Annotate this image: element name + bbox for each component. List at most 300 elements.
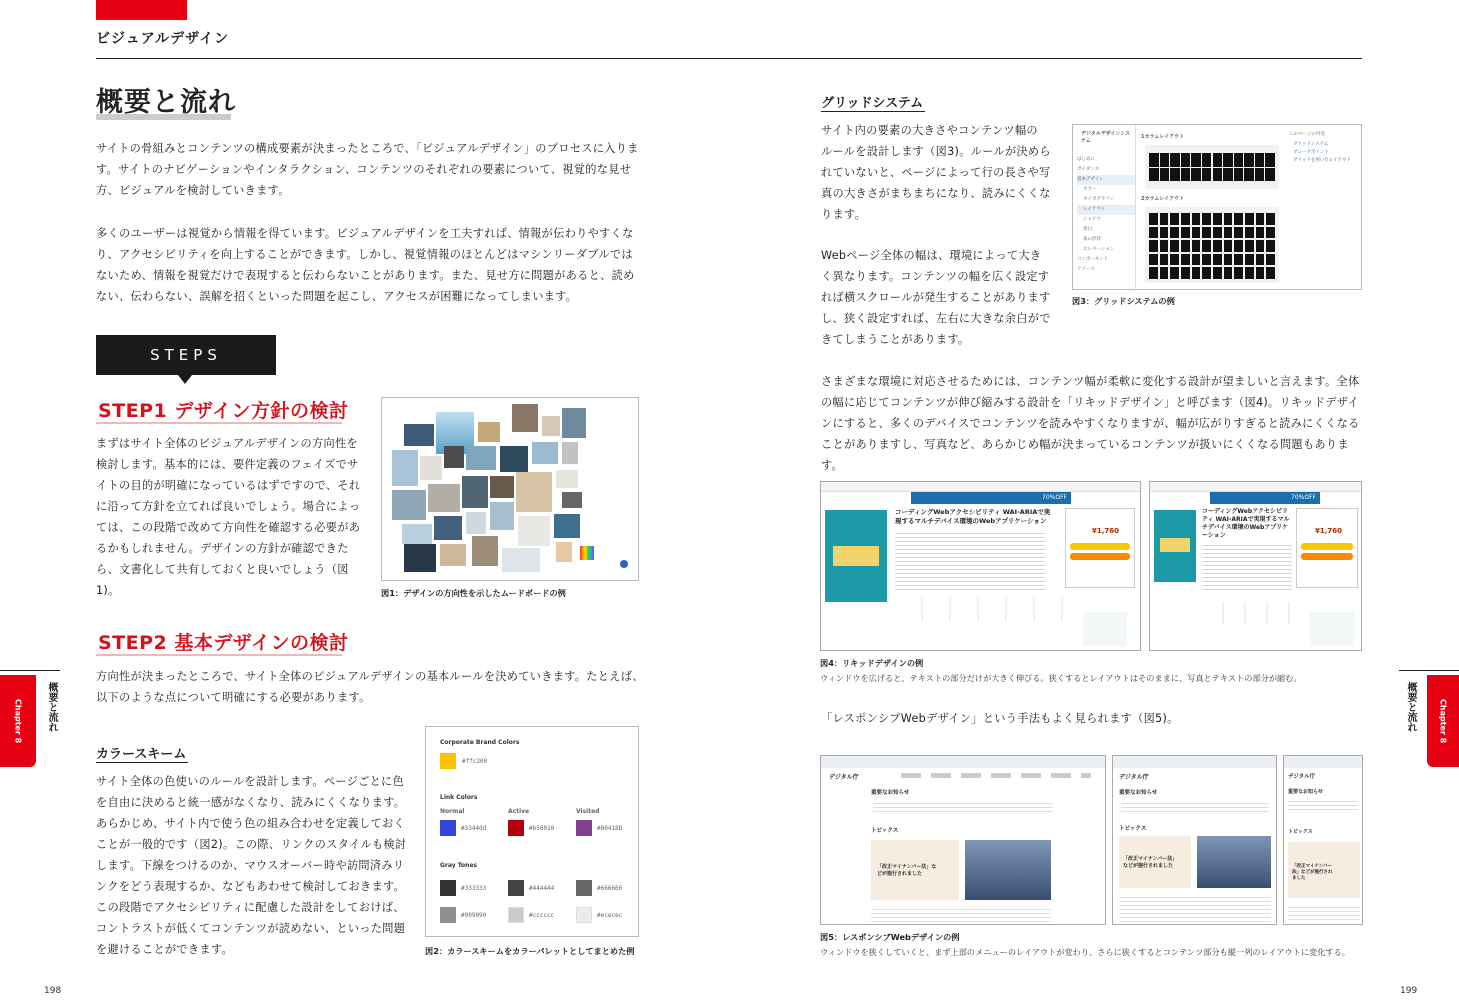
figure-site-title: デジタルデザインシステム	[1081, 131, 1131, 144]
book-cover-band	[1160, 538, 1190, 552]
text-line: 多くのユーザーは視覚から情報を得ています。ビジュアルデザインを工夫すれば、情報が伝わりやすくな	[96, 227, 634, 240]
grid-block	[1234, 213, 1243, 225]
nav-item: カラー	[1083, 187, 1097, 192]
page-number-left: 198	[44, 986, 62, 996]
nav-item: エレベーション	[1083, 247, 1115, 252]
grid-block	[1202, 254, 1211, 266]
figure5-caption: 図5：レスポンシブWebデザインの例	[820, 932, 960, 942]
gray-swatch	[508, 880, 524, 896]
product-title: コーディングWebアクセシビリティ WAI-ARIAで実現するマルチデバイス環境のWebアプリケーション	[1202, 508, 1290, 539]
steps-label: STEPS	[96, 335, 276, 375]
moodboard-photo	[556, 542, 572, 562]
one-column-label: 1カラムレイアウト	[1141, 134, 1185, 140]
responsive-paragraph: 「レスポンシブWebデザイン」という手法もよく見られます（図5)。	[821, 712, 1179, 725]
toc-heading: このページの内容	[1289, 132, 1325, 137]
grid-block	[1245, 240, 1254, 252]
moodboard-photo	[466, 512, 486, 534]
gray-code: #444444	[529, 885, 555, 892]
site-name: デジタル庁	[829, 774, 859, 781]
step1-title: STEP1 デザイン方針の検討	[98, 400, 349, 422]
moodboard-photo	[532, 442, 558, 464]
moodboard-photo	[392, 450, 418, 486]
grid-block	[1234, 254, 1243, 266]
text-line: 真の大きさがまちまちになり、読みにくくな	[821, 187, 1051, 200]
grid-block	[1170, 227, 1179, 239]
book-cover	[825, 510, 887, 602]
product-price: ¥1,760	[1092, 527, 1120, 535]
grid-block	[1265, 168, 1275, 182]
moodboard-photo	[542, 416, 560, 436]
text-line: ことがありますし、写真など、あらかじめ幅が決まっているコンテンツが扱いにくくなる問題もあります。	[821, 438, 1349, 472]
grid-block	[1160, 240, 1169, 252]
toc-item[interactable]: グリッドを用いたレイアウト	[1293, 158, 1351, 163]
text-line: ない、伝わらない、誤解を招くといった問題を起こし、アクセスが困難になってしまいます。	[96, 290, 578, 303]
grid-block	[1160, 267, 1169, 279]
text-line: 方、ビジュアルを検討していきます。	[96, 184, 290, 197]
grid-block	[1255, 153, 1265, 167]
text-line: イトの目的が明確になっているはずですので、それ	[96, 479, 361, 492]
topic-card-illustration	[1119, 836, 1191, 888]
moodboard-photo	[516, 472, 552, 512]
grid-block	[1149, 153, 1159, 167]
text-line: ンクをどう表現するか、などもあわせて検討しておきます。	[96, 880, 406, 893]
browser-toolbar	[821, 756, 1105, 768]
topic-card-text: 「改正マイナンバー法」などが施行されました	[1123, 856, 1178, 869]
grid-block	[1223, 153, 1233, 167]
grid-block	[1202, 240, 1211, 252]
nav-item: 余白	[1083, 227, 1092, 232]
two-column-grid	[1149, 213, 1275, 279]
moodboard-photo	[554, 514, 580, 538]
text-line: さまざまな環境に対応させるためには、コンテンツ幅が柔軟に変化する設計が望ましいと言えます。全体	[821, 375, 1360, 388]
product-title: コーディングWebアクセシビリティ WAI-ARIAで実現するマルチデバイス環境のWebアプリケーション	[895, 508, 1051, 525]
steps-label-pointer	[178, 375, 192, 384]
gray-swatch	[440, 880, 456, 896]
topic-card-illustration	[871, 840, 959, 900]
color-scheme-paragraph	[96, 771, 416, 960]
topic-card-illustration	[1288, 842, 1360, 898]
buy-now-button[interactable]	[1070, 553, 1130, 560]
liquid-wide-screenshot	[820, 481, 1141, 651]
grid-block	[1234, 227, 1243, 239]
grid-block	[1181, 227, 1190, 239]
color-scheme-title: カラースキーム	[96, 747, 187, 762]
text-line: 方向性が決まったところで、サイト全体のビジュアルデザインの基本ルールを決めていきます。たとえば、	[96, 670, 644, 683]
grid-block	[1149, 227, 1158, 239]
grid-block	[1256, 254, 1265, 266]
grid-block	[1170, 168, 1180, 182]
text-line: ては、この段階で改めて方向性を確認する必要があ	[96, 521, 361, 534]
chapter-side-tab: Chapter 8	[0, 675, 36, 767]
moodboard-photo	[392, 490, 426, 520]
link-active-code: #b50010	[529, 825, 555, 832]
ad-thumbnail	[1310, 612, 1354, 646]
figure4-caption: 図4：リキッドデザインの例	[820, 658, 924, 668]
link-active-label: Active	[508, 808, 530, 815]
grid-block	[1181, 267, 1190, 279]
grid-block	[1191, 168, 1201, 182]
grid-block	[1244, 168, 1254, 182]
topic-card-photo	[1197, 836, 1271, 888]
notice-list	[873, 800, 1053, 812]
link-colors-heading: Link Colors	[440, 794, 478, 801]
browser-toolbar	[821, 482, 1140, 492]
browser-toolbar	[1284, 756, 1362, 768]
topic-card-captions	[1119, 894, 1271, 922]
ad-thumbnail	[1083, 612, 1127, 646]
buy-box	[1065, 508, 1135, 588]
step1-underline	[96, 422, 342, 424]
brand-color-code: #ffc200	[462, 758, 488, 765]
grid-block	[1213, 254, 1222, 266]
figure4-subcaption: ウィンドウを広げると、テキストの部分だけが大きく伸びる。狭くするとレイアウトはそのままに、写真とテキストの部分が縮む。	[820, 673, 1302, 683]
responsive-wide-screenshot	[820, 755, 1106, 925]
moodboard-photo	[434, 516, 462, 540]
chapter-side-tab: Chapter 8	[1427, 675, 1459, 767]
grid-block	[1224, 213, 1233, 225]
notice-list	[1121, 800, 1269, 812]
grid-block	[1256, 240, 1265, 252]
text-line: サイト内の要素の大きさやコンテンツ幅の	[821, 124, 1038, 137]
nav-item: 基本デザイン	[1077, 175, 1135, 185]
responsive-narrow-screenshot	[1283, 755, 1363, 925]
one-column-grid	[1149, 153, 1275, 181]
grid-block	[1192, 267, 1201, 279]
figure1-caption: 図1：デザインの方向性を示したムードボードの例	[381, 588, 566, 598]
grid-block	[1224, 240, 1233, 252]
moodboard-photo	[500, 446, 528, 472]
gray-code: #909090	[461, 912, 487, 919]
grid-block	[1213, 227, 1222, 239]
grid-block	[1234, 168, 1244, 182]
text-line: します。下線をつけるのか、マウスオーバー時や訪問済みリ	[96, 859, 405, 872]
grid-block	[1191, 153, 1201, 167]
grid-block	[1202, 153, 1212, 167]
moodboard-photo	[466, 446, 496, 470]
grid-system-underline	[821, 111, 925, 112]
text-line: ルールを設計します（図3)。ルールが決めら	[821, 145, 1051, 158]
text-line: サイトの骨組みとコンテンツの構成要素が決まったところで、「ビジュアルデザイン」のプロセスに入りま	[96, 142, 639, 155]
toc-item[interactable]: ブレークポイント	[1293, 150, 1329, 155]
book-cover-band	[833, 546, 879, 566]
figure5-subcaption: ウィンドウを狭くしていくと、まず上部のメニューのレイアウトが変わり、さらに狭くするとコンテンツ部分も縦一列のレイアウトに変化する。	[820, 947, 1350, 957]
gray-code: #666666	[597, 885, 623, 892]
moodboard-photo	[402, 524, 432, 544]
grid-block	[1170, 240, 1179, 252]
sale-banner: 70%OFF	[911, 492, 1071, 504]
topics-heading: トピックス	[1119, 826, 1147, 832]
topic-card-captions	[1288, 904, 1360, 922]
moodboard-photo	[512, 404, 538, 432]
global-menu	[901, 773, 1091, 778]
text-line: るかもしれません。デザインの方針が確認できた	[96, 542, 349, 555]
side-section-label: 概要と流れ	[1405, 682, 1416, 732]
nav-item: タイポグラフィ	[1083, 197, 1115, 202]
text-line: ら、文書化して共有しておくと良いでしょう（図1)。	[96, 563, 349, 597]
product-description	[895, 530, 1045, 590]
side-rule	[1399, 670, 1459, 671]
grid-system-paragraph-2	[821, 245, 1061, 350]
figure3-caption: 図3：グリッドシステムの例	[1072, 296, 1175, 306]
product-price: ¥1,760	[1315, 527, 1343, 535]
moodboard-photo	[490, 476, 514, 498]
text-line: ンにすると、多くのデバイスでコンテンツを読みやすくなりますが、幅が広がりすぎると読みにくくなる	[821, 417, 1360, 430]
text-line: れば横スクロールが発生することがあります	[821, 291, 1051, 304]
side-rule	[0, 670, 60, 671]
text-line: く異なります。コンテンツの幅を広く設定す	[821, 270, 1050, 283]
grid-block	[1224, 227, 1233, 239]
link-visited-swatch	[576, 820, 592, 836]
grid-block	[1224, 267, 1233, 279]
link-normal-swatch	[440, 820, 456, 836]
topic-card-captions	[871, 906, 1051, 922]
text-line: を避けることができます。	[96, 943, 233, 956]
text-line: し、狭く設定すれば、左右に大きな余白がで	[821, 312, 1051, 325]
grid-block	[1234, 240, 1243, 252]
page-heading: 概要と流れ	[96, 87, 236, 118]
moodboard-photo	[404, 544, 436, 572]
moodboard-photo	[562, 408, 586, 438]
step2-underline	[96, 654, 342, 656]
topic-card-photo	[965, 840, 1051, 900]
text-line: に沿って方針を立てれば良いでしょう。場合によっ	[96, 500, 361, 513]
grid-block	[1213, 153, 1223, 167]
step2-title: STEP2 基本デザインの検討	[98, 632, 349, 654]
grid-block	[1213, 267, 1222, 279]
moodboard-photo	[502, 548, 540, 572]
toc-item[interactable]: グリッドシステム	[1293, 142, 1329, 147]
text-line: あらかじめ、サイト内で使う色の組み合わせを定義しておく	[96, 817, 405, 830]
figure-side-nav	[1077, 155, 1135, 275]
grid-block	[1266, 213, 1275, 225]
gray-swatch	[440, 907, 456, 923]
responsive-medium-screenshot	[1112, 755, 1277, 925]
side-section-label: 概要と流れ	[46, 682, 57, 732]
moodboard-photo	[562, 442, 578, 464]
grid-block	[1213, 168, 1223, 182]
moodboard-photo	[562, 492, 582, 508]
gray-code: #cccccc	[529, 912, 555, 919]
grid-block	[1160, 153, 1170, 167]
grid-block	[1181, 240, 1190, 252]
grid-block	[1255, 168, 1265, 182]
grid-system-figure	[1072, 124, 1362, 290]
grid-block	[1170, 254, 1179, 266]
text-line: れていないと、ページによって行の長さや写	[821, 166, 1051, 179]
text-line: コントラストが低くてコンテンツが読めない、といった問題	[96, 922, 406, 935]
text-line: まずはサイト全体のビジュアルデザインの方向性を	[96, 437, 358, 450]
text-line: す。サイトのナビゲーションやインタラクション、コンテンツのそれぞれの要素について、視覚的な見せ	[96, 163, 632, 176]
grid-block	[1192, 227, 1201, 239]
grid-block	[1181, 168, 1191, 182]
nav-item: リソース	[1077, 267, 1095, 272]
text-line: ないため、情報を視覚だけで表現すると伝わらないことがあります。また、見せ方に問題があると、読め	[96, 269, 635, 282]
text-line: 検討します。基本的には、要件定義のフェイズでサ	[96, 458, 359, 471]
add-to-cart-button[interactable]	[1301, 543, 1353, 550]
buy-box	[1296, 508, 1358, 588]
site-name: デジタル庁	[1288, 774, 1316, 780]
grid-block	[1170, 267, 1179, 279]
grid-block	[1192, 213, 1201, 225]
figure-divider	[1135, 125, 1136, 291]
grid-block	[1265, 153, 1275, 167]
nav-item: シャドウ	[1083, 217, 1101, 222]
grid-block	[1160, 213, 1169, 225]
grid-block	[1245, 227, 1254, 239]
grid-block	[1181, 213, 1190, 225]
grid-block	[1181, 153, 1191, 167]
text-line: Webページ全体の幅は、環境によって大き	[821, 249, 1042, 262]
sale-banner: 70%OFF	[1210, 492, 1320, 504]
topics-heading: トピックス	[1288, 829, 1313, 835]
step2-paragraph	[96, 666, 656, 708]
moodboard-photo	[462, 476, 488, 508]
grid-block	[1234, 267, 1243, 279]
grid-block	[1266, 227, 1275, 239]
link-normal-label: Normal	[440, 808, 465, 815]
text-line: り、アクセシビリティを向上することができます。しかし、視覚情報のほとんどはマシンリーダブルでは	[96, 248, 633, 261]
grid-block	[1266, 267, 1275, 279]
grid-block	[1192, 254, 1201, 266]
link-visited-code: #80418D	[597, 825, 623, 832]
link-normal-code: #3344dd	[461, 825, 487, 832]
grid-block	[1223, 168, 1233, 182]
grid-block	[1256, 213, 1265, 225]
grid-system-title: グリッドシステム	[821, 96, 924, 111]
nav-item: ガイダンス	[1077, 167, 1100, 172]
text-line: この段階でアクセシビリティに配慮した設計をしておけば、	[96, 901, 405, 914]
moodboard-photo	[440, 544, 466, 566]
grid-block	[1266, 240, 1275, 252]
grid-block	[1149, 213, 1158, 225]
gray-tones-heading: Gray Tones	[440, 862, 478, 869]
grid-block	[1245, 213, 1254, 225]
buy-now-button[interactable]	[1301, 553, 1353, 560]
grid-block	[1192, 240, 1201, 252]
moodboard-color-strip	[580, 546, 594, 560]
text-line: ことが一般的です（図2)。この際、リンクのスタイルも検討	[96, 838, 407, 851]
moodboard-photo	[490, 502, 514, 530]
text-line: を自由に決めると統一感がなくなり、読みにくくなります。	[96, 796, 406, 809]
grid-block	[1160, 227, 1169, 239]
grid-block	[1149, 168, 1159, 182]
grid-block	[1149, 240, 1158, 252]
nav-item: 角の形状	[1083, 237, 1101, 242]
grid-block	[1213, 240, 1222, 252]
brand-colors-heading: Corporate Brand Colors	[440, 739, 520, 746]
grid-block	[1234, 153, 1244, 167]
site-name: デジタル庁	[1119, 774, 1149, 781]
step1-paragraph	[96, 433, 368, 601]
gray-code: #333333	[461, 885, 487, 892]
moodboard-photo	[472, 536, 498, 566]
two-column-label: 2カラムレイアウト	[1141, 196, 1185, 202]
figure2-caption: 図2：カラースキームをカラーパレットとしてまとめた例	[425, 946, 635, 956]
grid-block	[1266, 254, 1275, 266]
text-line: きてしまうことがあります。	[821, 333, 970, 346]
color-scheme-underline	[96, 762, 188, 763]
grid-block	[1170, 153, 1180, 167]
notice-heading: 重要なお知らせ	[1119, 790, 1158, 796]
grid-block	[1170, 213, 1179, 225]
product-details-row	[895, 598, 1063, 620]
grid-block	[1202, 267, 1211, 279]
moodboard-dot	[620, 560, 628, 568]
text-line: ります。	[821, 208, 867, 221]
liquid-narrow-screenshot	[1149, 481, 1362, 651]
grid-block	[1245, 254, 1254, 266]
topic-card-text: 「改正マイナンバー法」などが施行されました	[877, 864, 937, 877]
grid-block	[1202, 227, 1211, 239]
grid-block	[1149, 267, 1158, 279]
moodboard-photo	[420, 456, 442, 480]
grid-block	[1181, 254, 1190, 266]
gray-swatch	[576, 907, 592, 923]
text-line: の幅に応じてコンテンツが伸び縮みする設計を「リキッドデザイン」と呼びます（図4)。リキッドデザイ	[821, 396, 1359, 409]
grid-block	[1149, 254, 1158, 266]
text-line: 以下のような点について明確にする必要があります。	[96, 691, 371, 704]
notice-heading: 重要なお知らせ	[871, 790, 910, 796]
gray-swatch	[576, 880, 592, 896]
notice-heading: 重要なお知らせ	[1288, 789, 1323, 795]
moodboard-photo	[518, 516, 550, 546]
moodboard-photo	[444, 446, 464, 468]
section-title: ビジュアルデザイン	[96, 31, 230, 47]
book-cover	[1154, 510, 1196, 582]
moodboard-photo	[556, 470, 578, 488]
moodboard-photo	[428, 484, 460, 512]
moodboard-photo	[478, 422, 500, 442]
grid-system-paragraph	[821, 120, 1061, 225]
grid-block	[1160, 254, 1169, 266]
liquid-design-paragraph	[821, 371, 1366, 476]
grid-block	[1224, 254, 1233, 266]
grid-block	[1202, 213, 1211, 225]
grid-block	[1213, 213, 1222, 225]
color-palette-figure	[425, 726, 639, 937]
grid-block	[1256, 227, 1265, 239]
add-to-cart-button[interactable]	[1070, 543, 1130, 550]
product-description	[1202, 542, 1292, 592]
link-active-swatch	[508, 820, 524, 836]
grid-block	[1256, 267, 1265, 279]
gray-code: #ececec	[597, 912, 623, 919]
grid-block	[1245, 267, 1254, 279]
topics-heading: トピックス	[871, 828, 899, 834]
page-number-right: 199	[1400, 986, 1418, 996]
product-details-row	[1202, 602, 1294, 624]
link-visited-label: Visited	[576, 808, 600, 815]
browser-toolbar	[1113, 756, 1276, 768]
grid-block	[1160, 168, 1170, 182]
notice-list	[1288, 798, 1358, 812]
chapter-color-tab	[96, 0, 187, 20]
grid-block	[1244, 153, 1254, 167]
moodboard-figure	[381, 397, 639, 581]
grid-block	[1202, 168, 1212, 182]
moodboard-photo	[404, 424, 434, 446]
intro-paragraph	[96, 138, 646, 201]
nav-item: コンポーネント	[1077, 257, 1109, 262]
browser-toolbar	[1150, 482, 1361, 492]
second-paragraph	[96, 223, 646, 307]
text-line: サイト全体の色使いのルールを設計します。ページごとに色	[96, 775, 405, 788]
topic-card-text: 「改正マイナンバー法」などが施行されました	[1292, 864, 1333, 881]
brand-color-swatch	[440, 753, 456, 769]
nav-item: はじめに	[1077, 157, 1095, 162]
header-rule	[96, 58, 1362, 59]
nav-item: レイアウト	[1077, 205, 1135, 215]
